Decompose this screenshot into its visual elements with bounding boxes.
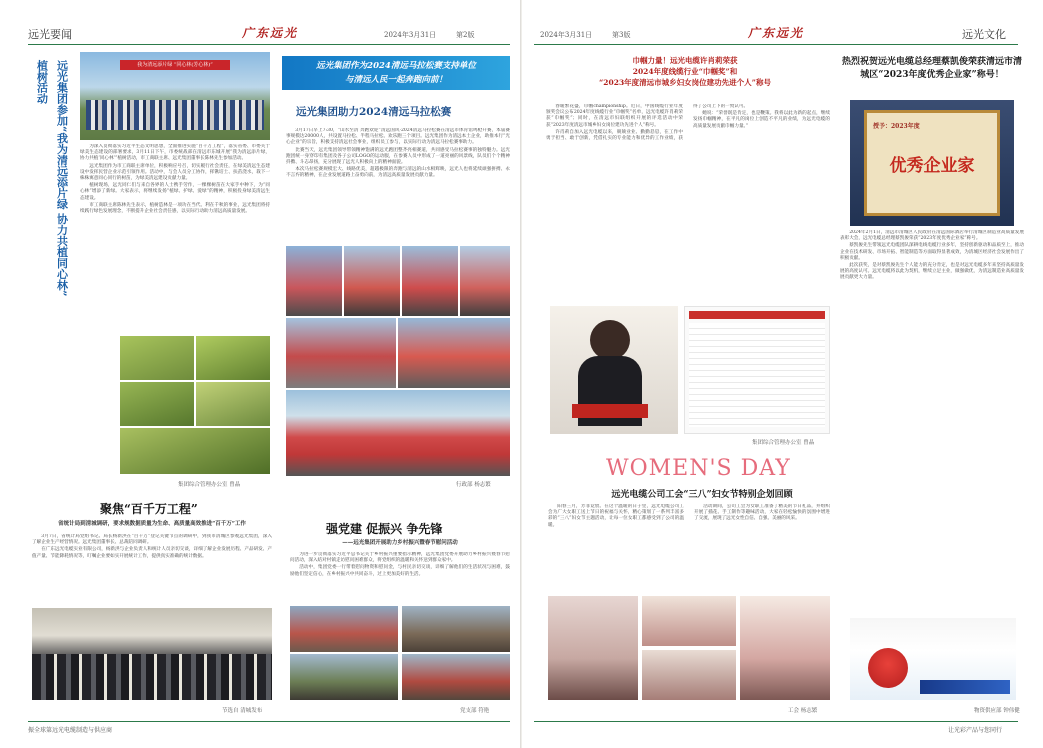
party-body: 为进一步贯彻落实习近平总书记关于乡村振兴重要指示精神，远光集团党委开展助力乡村振兴暨春节慰问活动，深入结对村镇走访慰问困难群众，将党组织的温暖和关怀送到群众家中。 活动中，集团党委一行带着慰问物资和慰问金，与村民亲切交谈，详细了解他们的生活状况与困难，鼓励他们坚定信心，在乡村振兴中共同奋斗，过上更加美好的生活。 — [290, 552, 510, 577]
marathon-body: 3月17日早上7:30，“山水至清 奔跑欢迎”清远国风·2024清远马拉松赛在清远市体育馆鸣枪开赛，本届赛事规模达20000人，共设置马拉松、半程马拉松、欢乐跑三个项目。远光集团作为清远本土企业，助推本行“光心企业”的宗旨，积极支持清远社会事业，组织员工参与，以实际行动为清远马拉松赛事助力。 比赛当天，远光集团领导带领精神饱满的远光跑团整齐亮相赛道，共同感受马拉松赛事的独特魅力。远光跑团统一身穿印有集团及各子公司LOGO的运动服，在参赛人员中形成了一道亮丽的风景线，队员们个个精神抖擞、斗志昂扬，充分展现了远光人积极向上的精神面貌。 本次马拉松赛规模宏大、线路优美，超越极限的奔跑与清远的山水相辉映，远光人也将延续顽强拼搏、永不言弃的精神，在企业发展道路上奋勇向前，为清远高质量发展贡献力量。 — [286, 128, 510, 179]
article-credit: 集团综合管理办公室 曾晶 — [178, 482, 241, 488]
page-right — [522, 0, 1043, 748]
footer-rule — [28, 721, 510, 722]
womens-day-photos — [548, 596, 830, 700]
plaque-award: 优秀企业家 — [889, 156, 975, 176]
header-rule — [534, 44, 1018, 45]
womens-day-title: 远光电缆公司工会“三八”妇女节特别企划回顾 — [611, 490, 793, 500]
page-number: 第2版 — [456, 31, 475, 39]
header-rule — [28, 44, 510, 45]
entrepreneur-award-photo — [850, 618, 1016, 700]
marathon-photo-collage — [286, 246, 510, 476]
party-title: 强党建 促振兴 争先锋 — [326, 522, 443, 536]
entrepreneur-body: 2024年2月1日，清远市清城区人民政府在清远国际酒店举行清城区制造业高质量发展表彰大会，远光电缆总经理蔡凯俊荣获“2023年度优秀企业家”称号。 蔡凯俊先生带领远光电缆团队深耕电线电缆行业多年，坚持创新驱动和品质至上，推动企业在技术研发、市场开拓、智能制造等方面取得显著成效，为清城区经济社会发展作出了积极贡献。 此次获奖，是对蔡凯俊先生个人能力的充分肯定，也是对远光电缆多年来坚持高质量发展的高度认可。远光电缆将以此为契机，继续立足主业，做强做优，为清远制造业高质量发展贡献更大力量。 — [840, 230, 1024, 281]
award-body: 春暖繁花盛，巾帼championship。近日，中国线缆行业年度颁奖会议公布2024年度线缆行业“巾帼奖”名单，远光电缆许肖莉荣获“巾帼奖”；同时，在清远市妇联组织开展的评选活动中荣获“2023年度清远市城乡妇女岗位建功先进个人”称号。 许肖莉自加入远光电缆以来，兢兢业业、勤勤恳恳，在工作中勇于担当、敢于创新，凭借扎实的专业能力和优异的工作业绩，获得了公司上下的一致认可。 她说：“荣誉既是肯定，也是鞭策。我将以此为新的起点，继续发扬巾帼精神，在平凡的岗位上创造不平凡的业绩，为远光电缆的高质量发展贡献巾帼力量。” — [546, 104, 830, 141]
survey-visit-photo — [32, 608, 272, 700]
marathon-credit: 行政部 杨志繁 — [456, 482, 491, 488]
award-credit: 集团综合管理办公室 曾晶 — [752, 440, 815, 446]
womens-day-body: 阳春三月，芳菲竞放。在这个温暖的日子里，远光电缆公司工会为广大女职工送上节日的祝福与关怀，精心策划了一系列丰富多彩的“三八”妇女节主题活动，让每一位女职工都感受到了公司的温暖。 活动期间，公司工会为女职工准备了精美的节日礼品，并组织开展了插花、手工制作等趣味活动，大家在轻松愉快的氛围中增进了交流，展现了远光女性自信、自强、美丽的风采。 — [548, 504, 830, 528]
masthead-logo: 广东远光 — [242, 26, 299, 40]
marathon-title: 远光集团助力2024清远马拉松赛 — [296, 106, 452, 118]
award-winner-photo — [550, 306, 678, 434]
footer-slogan: 让光彩产品与您同行 — [948, 727, 1003, 734]
party-credit: 党支部 符艳 — [460, 708, 490, 714]
party-subtitle: ——远光集团开展助力乡村振兴暨春节慰问活动 — [342, 540, 458, 546]
tree-planting-group-photo: 我为清远添片绿 “同心林(芳心林)” — [80, 52, 270, 140]
tree-planting-photo-collage — [120, 336, 270, 474]
page-number: 第3版 — [612, 31, 631, 39]
masthead-logo: 广东远光 — [748, 26, 805, 40]
footer-slogan: 振全球第远光电缆制造与供应商 — [28, 727, 113, 734]
award-list-table — [684, 306, 830, 434]
womens-day-credit: 工会 杨志繁 — [788, 708, 818, 714]
issue-date: 2024年3月31日 — [384, 31, 437, 39]
award-title: 巾帼力量！远光电缆许肖莉荣获 2024年度线缆行业“巾帼奖”和 “2023年度清远市城乡妇女岗位建功先进个人”称号 — [598, 56, 771, 87]
womens-day-heading: WOMEN'S DAY — [606, 456, 791, 481]
section-title: 远光文化 — [962, 28, 1006, 41]
survey-credit: 节选自 清城发布 — [222, 708, 263, 714]
marathon-banner: 远光集团作为2024清远马拉松赛支持单位 与清远人民一起奔跑向前！ — [282, 56, 510, 90]
party-visit-photos — [290, 606, 510, 700]
entrepreneur-plaque — [850, 100, 1014, 226]
footer-rule — [534, 721, 1018, 722]
plaque-grant: 授予：2023年度 — [873, 123, 920, 130]
survey-subtitle: 省统计局到清城调研，要求规数据质量为生命、高质量高效推进“百千万”工作 — [58, 521, 246, 527]
entrepreneur-title: 热烈祝贺远光电缆总经理蔡凯俊荣获清远市清城区“2023年度优秀企业家”称号！ — [841, 57, 1022, 80]
survey-body: 3月7日，省统计局党组书记、局长杨新洪在“百千万”登记关键节点的调研中，到我市清城区参观远光集团，深入了解企业生产经营情况。远光集团董事长、总裁陪同调研。 在广东远光电缆实业有限公司，杨新洪与企业负责人和统计人员亲切交谈，详细了解企业发展历程、产品研发、产值产量、节能降耗情况等，叮嘱企业要如实开展统计工作，提供真实准确的统计数据。 — [32, 534, 272, 559]
article-vertical-title: 远光集团参加“我为清远添片绿 协力共植同心林” — [55, 60, 69, 297]
section-title: 远光要闻 — [28, 28, 72, 41]
article-body: 为深入贯彻落实习近平生态文明思想，全面推进实施“百千万工程”，落实省委、市委关于绿美生态建设的部署要求，3月11日下午，市委统战部在清远市东城开展“我为清远添片绿，协力共植‘同心林’”植树活动，市工商联主席、远光集团董事长陈林先生参加活动。 远光集团作为市工商联主席单位，积极响应号召，切实履行社会责任，在绿美清远生态建设中发挥民营企业示范引领作用。活动中，与会人员分工协作，挥锹培土、扶苗浇水，栽下一株株寓意同心同行的树苗，为绿美清远建设贡献力量。 植树现场，远光同仁们与来自各界的人士携手劳作，一棵棵树苗在大家手中种下，为“同心林”增添了新绿。大家表示，将继续发扬“植绿、护绿、爱绿”的精神，积极投身绿美清远生态建设。 市工商联主席陈林先生表示，植树造林是一项功在当代、利在千秋的事业，远光集团将持续践行绿色发展理念，不断提升企业社会责任感，以实际行动助力清远高质量发展。 — [80, 144, 270, 214]
page-left — [0, 0, 521, 748]
article-vertical-subtitle: 植树活动 — [35, 60, 49, 104]
survey-title: 聚焦“百千万工程” — [100, 502, 198, 516]
issue-date: 2024年3月31日 — [540, 31, 593, 39]
entrepreneur-credit: 物资供应部 钟伟健 — [974, 708, 1020, 714]
